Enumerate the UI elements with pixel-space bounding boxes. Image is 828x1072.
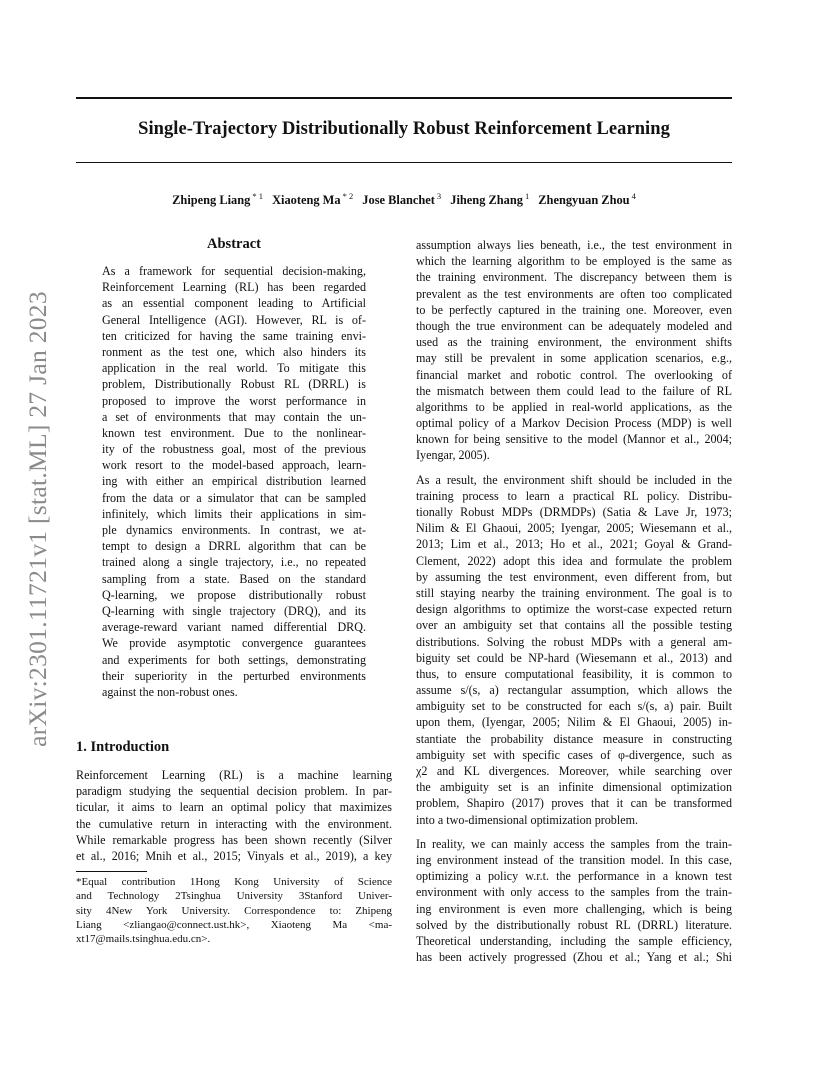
text-line: the training environment. The discrepancy between them is: [416, 270, 732, 285]
footnote-line: *Equal contribution 1Hong Kong University of Science: [76, 876, 392, 888]
text-line: Q-learning with single trajectory (DRQ), and its: [102, 603, 366, 618]
footnote-line: Liang <zliangao@connect.ust.hk>, Xiaoteng Ma <ma-: [76, 918, 392, 931]
abstract-body: [102, 263, 366, 700]
text-line: We provide asymptotic convergence guarantees: [102, 636, 366, 651]
text-line: trained along a single trajectory, i.e., no repeated: [102, 555, 366, 570]
text-line: from the data or a simulator that can be sampled: [102, 490, 366, 505]
text-line: et al., 2016; Mnih et al., 2015; Vinyals et al., 2019), a key: [76, 848, 392, 863]
text-line: over an ambiguity set that contains all the possible testing: [416, 618, 732, 633]
title-bottom-rule: [76, 162, 732, 163]
text-line: ten criticized for having the same training envi-: [102, 328, 366, 343]
text-line: by assuming the test environment, even different from, but: [416, 569, 732, 584]
footnote-line: xt17@mails.tsinghua.edu.cn>.: [76, 933, 211, 946]
author-list: [76, 191, 732, 208]
footnote-rule: [76, 871, 147, 872]
text-line: training process to learn a practical RL policy. Distribu-: [416, 488, 732, 503]
text-line: algorithms to be applied in real-world applications, as the: [416, 399, 732, 414]
title-top-rule: [76, 97, 732, 99]
text-line: ambiguity set to be constructed for each s/(s, a) pair. Built: [416, 699, 732, 714]
text-line: and experiments for both settings, demonstrating: [102, 652, 366, 667]
text-line: assume s/(s, a) rectangular assumption, which allows the: [416, 683, 732, 698]
text-line: used as the training environment, the environment shifts: [416, 335, 732, 350]
author: Jose Blanchet $^3$: [362, 191, 442, 207]
text-line: upon them, (Iyengar, 2005; Nilim & El Ghaoui, 2005) in-: [416, 715, 732, 730]
text-line: sampling from a state. Based on the standard: [102, 571, 366, 586]
text-line: average-reward variant named differential DRQ.: [102, 620, 366, 635]
text-line: Nilim & El Ghaoui, 2005; Iyengar, 2005; Wiesemann et al.,: [416, 521, 732, 536]
author: Jiheng Zhang $^1$: [450, 191, 530, 207]
text-line: though the true environment can be adequately modeled and: [416, 318, 732, 333]
paragraph: [416, 237, 732, 464]
text-line: proposed to improve the worst performance in: [102, 393, 366, 408]
text-line: ple dynamics environments. In contrast, we at-: [102, 523, 366, 537]
text-line: ing environment instead of the transition model. In this case,: [416, 852, 732, 867]
text-line: tempt to design a DRRL algorithm that can be: [102, 539, 366, 554]
text-line: financial market and robotic control. The overlooking of: [416, 367, 732, 382]
abstract-heading: Abstract: [207, 236, 261, 252]
text-line: to be perfectly captured in the training one. Moreover, even: [416, 302, 732, 317]
text-line: work resort to the model-based approach, learn-: [102, 458, 366, 473]
text-line: stantiate the probability distance measure in constructing: [416, 731, 732, 746]
text-line: against the non-robust ones.: [102, 684, 238, 699]
paragraph: [416, 472, 732, 828]
text-line: as an essential component leading to Artificial: [102, 296, 366, 311]
text-line: the cumulative return in interacting with the environment.: [76, 816, 392, 831]
text-line: In reality, we can mainly access the samples from the train-: [416, 836, 732, 851]
text-line: paradigm studying the sequential decision problem. In par-: [76, 784, 392, 799]
text-line: Theoretical understanding, including the sample efficiency,: [416, 933, 732, 948]
text-line: General Intelligence (AGI). However, RL is of-: [102, 312, 366, 327]
text-line: As a framework for sequential decision-making,: [102, 264, 366, 278]
footnote-line: sity 4New York University. Correspondence to: Zhipeng: [76, 904, 392, 917]
text-line: has been actively progressed (Zhou et al.; Yang et al.; Shi: [416, 950, 732, 965]
text-line: distributions. Solving the robust MDPs with a general am-: [416, 634, 732, 649]
text-line: ronment as the test one, which also hinders its: [102, 344, 366, 359]
text-line: may still be prevalent in some application scenarios, e.g.,: [416, 351, 732, 366]
text-line: ity of the robustness goal, most of the previous: [102, 442, 366, 457]
author: Zhipeng Liang $^{* 1}$: [172, 191, 263, 207]
text-line: their superiority in the perturbed environments: [102, 668, 366, 683]
paper-title: Single-Trajectory Distributionally Robust Reinforcement Learning: [138, 119, 670, 139]
text-line: the mismatch between them could lead to the failure of RL: [416, 383, 732, 398]
text-line: ing with either an empirical distribution learned: [102, 474, 366, 489]
text-line: ticular, it aims to learn an optimal policy that maximizes: [76, 800, 392, 815]
text-line: ing environment is even more challenging, which is being: [416, 901, 732, 916]
text-line: into a two-dimensional optimization problem.: [416, 812, 639, 827]
text-line: design algorithms to optimize the worst-case expected return: [416, 602, 732, 617]
text-line: problem, Shapiro (2017) proves that it can be transformed: [416, 796, 732, 811]
text-line: problem, Distributionally Robust RL (DRRL) is: [102, 377, 366, 392]
footnote-line: and Technology 2Tsinghua University 3Stanford Univer-: [76, 890, 392, 903]
text-line: optimal policy of a Markov Decision Process (MDP) is well: [416, 416, 732, 431]
author: Xiaoteng Ma $^{* 2}$: [272, 191, 354, 207]
text-line: prevalent as the test environments are often too complicated: [416, 286, 732, 301]
text-line: tionally Robust MDPs (DRMDPs) (Satia & Lave Jr, 1973;: [416, 505, 732, 519]
text-line: infinitely, which limits their applications in sim-: [102, 506, 366, 521]
text-line: Q-learning, we propose distributionally robust: [102, 587, 366, 602]
text-line: assumption always lies beneath, i.e., the test environment in: [416, 238, 732, 252]
text-line: known for being sensitive to the model (Mannor et al., 2004;: [416, 432, 732, 447]
text-line: still staying nearby the training environment. The goal is to: [416, 585, 732, 600]
text-line: χ2 and KL divergences. Moreover, while searching over: [416, 764, 732, 778]
author: Zhengyuan Zhou $^4$: [538, 191, 636, 207]
text-line: environment with only access to the samples from the train-: [416, 885, 732, 900]
text-line: While remarkable progress has been shown recently (Silver: [76, 832, 392, 847]
text-line: application in the real world. To mitigate this: [102, 361, 366, 376]
text-line: thus, to ensure computational feasibility, it is common to: [416, 666, 732, 681]
footnote: [76, 875, 392, 946]
arxiv-identifier: arXiv:2301.11721v1 [stat.ML] 27 Jan 2023: [23, 291, 52, 747]
text-line: the ambiguity set is an infinite dimensional optimization: [416, 780, 732, 795]
section-heading: 1. Introduction: [76, 739, 170, 755]
text-line: 2013; Lim et al., 2013; Ho et al., 2021; Goyal & Grand-: [416, 537, 732, 552]
introduction-body: [76, 767, 392, 864]
text-line: a set of environments that may contain the un-: [102, 409, 366, 424]
text-line: biguity set could be NP-hard (Wiesemann et al., 2013) and: [416, 650, 732, 665]
text-line: Iyengar, 2005).: [416, 448, 490, 463]
text-line: which the learning algorithm to be employed is the same as: [416, 254, 732, 269]
text-line: Clement, 2022) adopt this idea and formulate the problem: [416, 553, 732, 568]
paragraph: [416, 836, 732, 966]
text-line: Reinforcement Learning (RL) has been regarded: [102, 280, 366, 295]
text-line: ambiguity set with specific cases of φ-divergence, such as: [416, 747, 732, 762]
right-column: [416, 237, 732, 965]
arxiv-stamp: [18, 288, 58, 750]
text-line: solved by the distributionally robust RL (DRRL) literature.: [416, 917, 732, 932]
text-line: As a result, the environment shift should be included in the: [416, 472, 732, 487]
text-line: optimizing a policy w.r.t. the performance in a known test: [416, 869, 732, 884]
text-line: Reinforcement Learning (RL) is a machine learning: [76, 768, 392, 782]
text-line: known test environment. Due to the nonlinear-: [102, 425, 366, 440]
